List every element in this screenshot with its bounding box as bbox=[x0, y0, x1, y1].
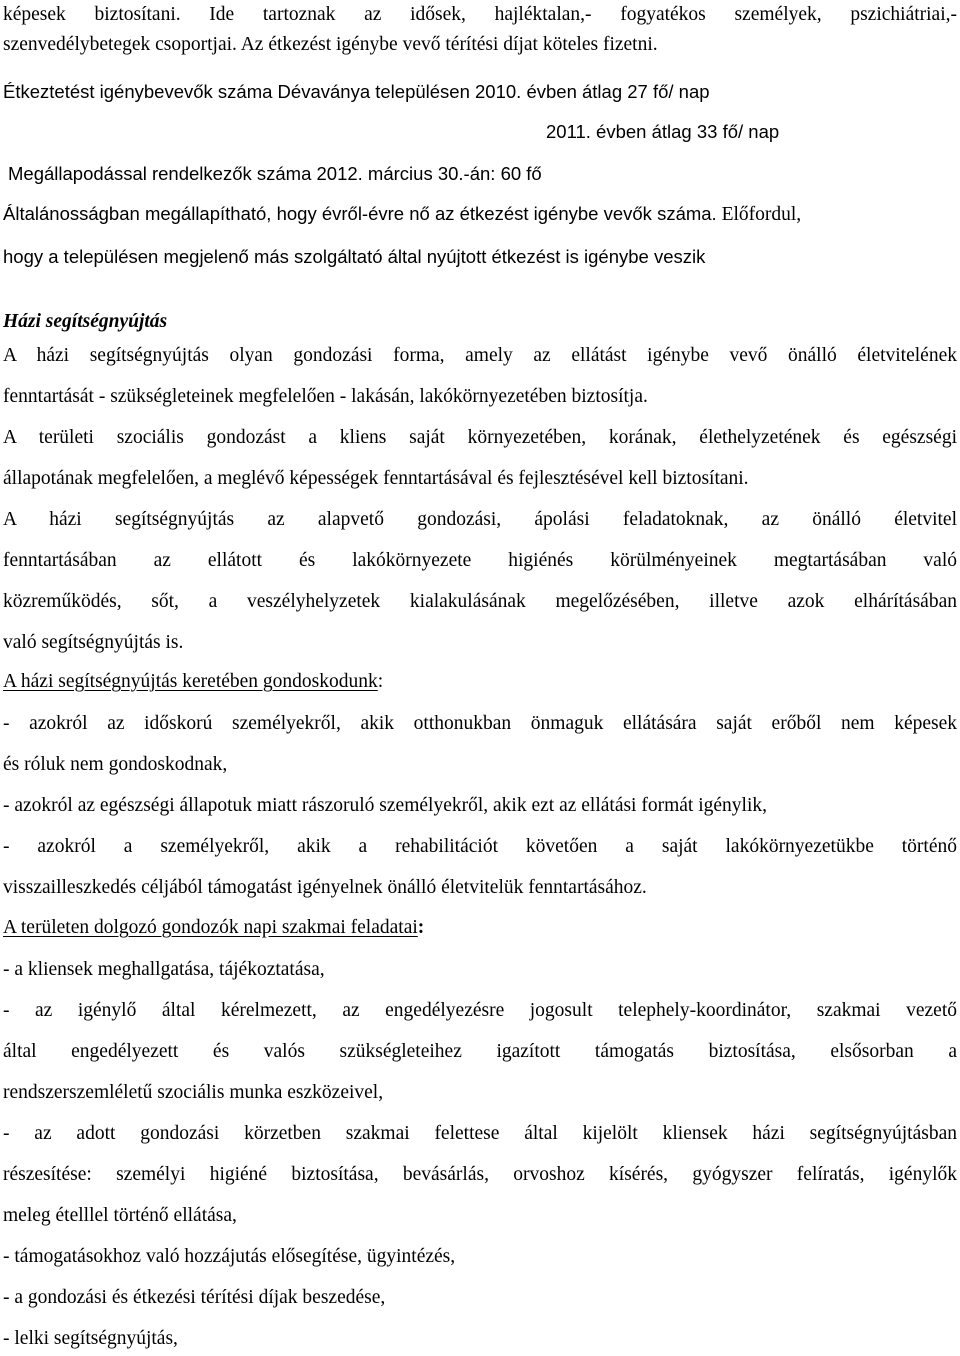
list-item: - lelki segítségnyújtás, bbox=[3, 1328, 178, 1349]
text-line: visszailleszkedés céljából támogatást igényelnek önálló életvitelük fenntartásához. bbox=[3, 877, 647, 898]
text-line: Megállapodással rendelkezők száma 2012. március 30.-án: 60 fő bbox=[8, 163, 542, 184]
list-item: - az adott gondozási körzetben szakmai felettese által kijelölt kliensek házi segítségnyújtásban bbox=[3, 1123, 957, 1144]
text-line: 2011. évben átlag 33 fő/ nap bbox=[546, 121, 780, 142]
text-line: rendszerszemléletű szociális munka eszközeivel, bbox=[3, 1082, 384, 1103]
text-line: meleg ételllel történő ellátása, bbox=[3, 1205, 237, 1226]
list-item: - azokról az egészségi állapotuk miatt rászoruló személyekről, akik ezt az ellátási formát igénylik, bbox=[3, 795, 767, 816]
subheading-colon: : bbox=[377, 671, 384, 692]
list-item: - a gondozási és étkezési térítési díjak beszedése, bbox=[3, 1287, 386, 1308]
text-line: való segítségnyújtás is. bbox=[3, 632, 184, 653]
text-line: részesítése: személyi higiéné biztosítása, bevásárlás, orvoshoz kísérés, gyógyszer felíratás, igénylők bbox=[3, 1164, 957, 1185]
subheading-text: A területen dolgozó gondozók napi szakmai feladatai bbox=[3, 917, 418, 938]
text-line: szenvedélybetegek csoportjai. Az étkezést igénybe vevő térítési díjat köteles fizetni. bbox=[3, 34, 658, 55]
text-line: képesek biztosítani. Ide tartoznak az idősek, hajléktalan,- fogyatékos személyek, pszichiátriai,- bbox=[3, 4, 957, 25]
subheading-colon: : bbox=[417, 917, 425, 938]
text-line bbox=[3, 202, 957, 227]
text-line: közreműködés, sőt, a veszélyhelyzetek kialakulásának megelőzésében, illetve azok elhárításában bbox=[3, 591, 957, 612]
section-heading: Házi segítségnyújtás bbox=[3, 311, 168, 332]
text-line: A házi segítségnyújtás az alapvető gondozási, ápolási feladatoknak, az önálló életvitel bbox=[3, 509, 957, 530]
list-item: - támogatásokhoz való hozzájutás elősegítése, ügyintézés, bbox=[3, 1246, 456, 1267]
list-item: - azokról az időskorú személyekről, akik otthonukban önmaguk ellátására saját erőből nem képesek bbox=[3, 713, 957, 734]
text-segment: Általánosságban megállapítható, hogy évről-évre nő az étkezést igénybe vevők száma. bbox=[3, 203, 717, 224]
text-line: fenntartásában az ellátott és lakókörnyezete higiénés körülményeinek megtartásában való bbox=[3, 550, 957, 571]
subheading-text: A házi segítségnyújtás keretében gondoskodunk bbox=[3, 671, 378, 692]
subheading bbox=[3, 670, 957, 694]
text-line: A területi szociális gondozást a kliens saját környezetében, korának, élethelyzetének és egészségi bbox=[3, 427, 957, 448]
text-line: állapotának megfelelően, a meglévő képességek fenntartásával és fejlesztésével kell biztosítani. bbox=[3, 468, 749, 489]
text-segment: Előfordul, bbox=[716, 204, 802, 225]
subheading bbox=[3, 916, 957, 940]
list-item: - azokról a személyekről, akik a rehabilitációt követően a saját lakókörnyezetükbe történő bbox=[3, 836, 957, 857]
text-line: és róluk nem gondoskodnak, bbox=[3, 754, 228, 775]
text-line: hogy a településen megjelenő más szolgáltató által nyújtott étkezést is igénybe veszik bbox=[3, 246, 706, 267]
list-item: - a kliensek meghallgatása, tájékoztatása, bbox=[3, 959, 325, 980]
text-line: Étkeztetést igénybevevők száma Dévaványa településen 2010. évben átlag 27 fő/ nap bbox=[3, 81, 710, 102]
text-line: fenntartását - szükségleteinek megfelelően - lakásán, lakókörnyezetében biztosítja. bbox=[3, 386, 648, 407]
text-line: A házi segítségnyújtás olyan gondozási forma, amely az ellátást igénybe vevő önálló életvitelének bbox=[3, 345, 957, 366]
list-item: - az igénylő által kérelmezett, az engedélyezésre jogosult telephely-koordinátor, szakmai vezető bbox=[3, 1000, 957, 1021]
text-line: által engedélyezett és valós szükségleteihez igazított támogatás biztosítása, elsősorban a bbox=[3, 1041, 957, 1062]
